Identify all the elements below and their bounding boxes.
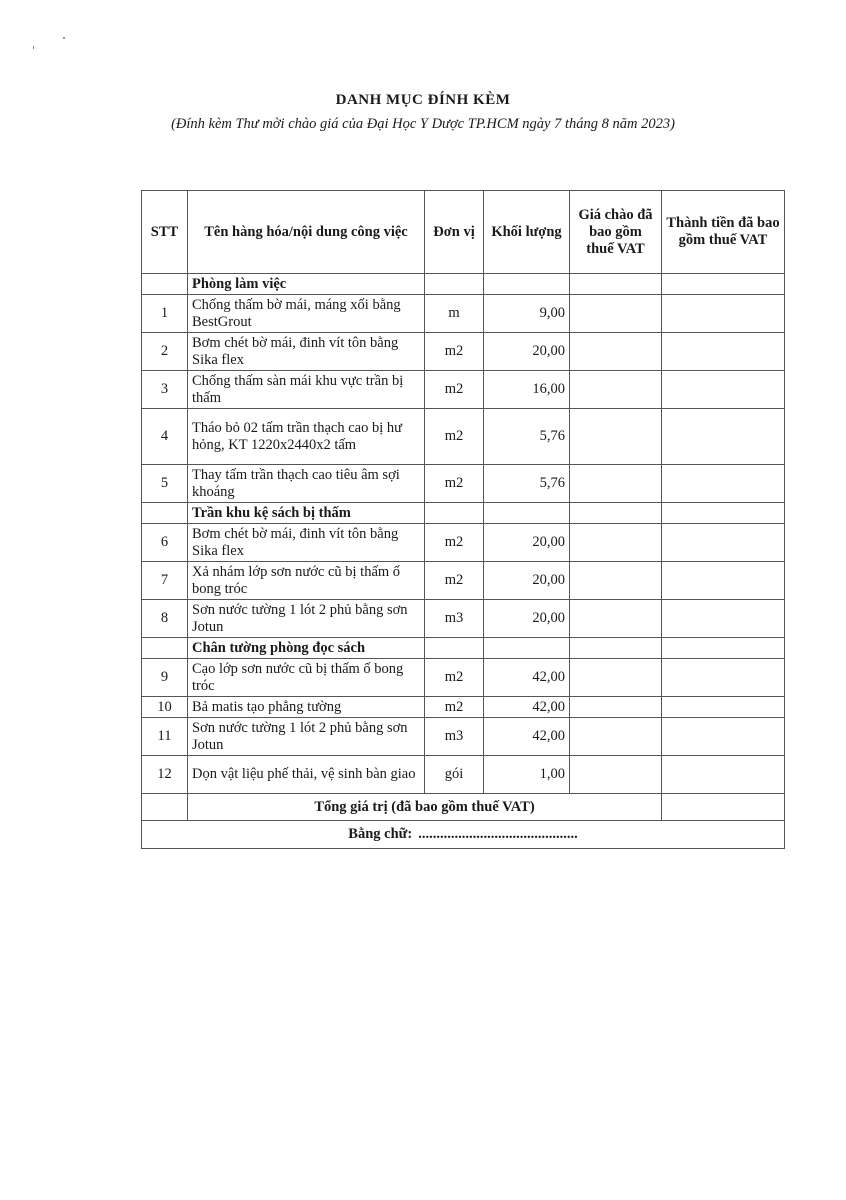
section-row — [142, 638, 785, 659]
row-stt: 6 — [142, 524, 188, 562]
row-unit-price — [570, 524, 662, 562]
row-amount — [662, 409, 785, 465]
table-row — [142, 371, 785, 409]
total-amount — [662, 794, 785, 821]
scan-speck — [33, 46, 34, 49]
row-amount — [662, 562, 785, 600]
row-amount — [662, 756, 785, 794]
section-title: Phòng làm việc — [188, 274, 425, 295]
row-unit-price — [570, 600, 662, 638]
items-table — [141, 190, 785, 849]
row-stt: 10 — [142, 697, 188, 718]
row-description: Thay tấm trần thạch cao tiêu âm sợi khoáng — [188, 465, 425, 503]
in-words-blank: ............................................ — [418, 826, 578, 842]
section-row — [142, 503, 785, 524]
table-row — [142, 562, 785, 600]
table-row — [142, 697, 785, 718]
row-unit-price — [570, 756, 662, 794]
column-header-quantity: Khối lượng — [484, 191, 570, 274]
table-row — [142, 295, 785, 333]
section-row — [142, 274, 785, 295]
row-unit: m2 — [425, 371, 484, 409]
row-unit-price — [570, 371, 662, 409]
row-quantity: 20,00 — [484, 562, 570, 600]
row-quantity: 5,76 — [484, 465, 570, 503]
total-label: Tổng giá trị (đã bao gồm thuế VAT) — [188, 794, 662, 821]
row-stt: 3 — [142, 371, 188, 409]
row-description: Bơm chét bờ mái, đinh vít tôn bằng Sika flex — [188, 333, 425, 371]
row-quantity: 42,00 — [484, 718, 570, 756]
row-unit: m3 — [425, 600, 484, 638]
row-unit: m2 — [425, 562, 484, 600]
column-header-unit-price: Giá chào đã bao gồm thuế VAT — [570, 191, 662, 274]
table-row — [142, 524, 785, 562]
table-header-row — [142, 191, 785, 274]
row-unit-price — [570, 295, 662, 333]
row-stt: 11 — [142, 718, 188, 756]
row-description: Bả matis tạo phẳng tường — [188, 697, 425, 718]
row-amount — [662, 600, 785, 638]
row-amount — [662, 524, 785, 562]
table-row — [142, 659, 785, 697]
table-row — [142, 409, 785, 465]
row-description: Cạo lớp sơn nước cũ bị thấm ố bong tróc — [188, 659, 425, 697]
table-row — [142, 465, 785, 503]
column-header-amount: Thành tiền đã bao gồm thuế VAT — [662, 191, 785, 274]
row-description: Sơn nước tường 1 lót 2 phủ bằng sơn Jotun — [188, 600, 425, 638]
row-stt: 12 — [142, 756, 188, 794]
row-stt: 9 — [142, 659, 188, 697]
scan-speck — [63, 37, 65, 39]
row-quantity: 20,00 — [484, 333, 570, 371]
table-row — [142, 333, 785, 371]
row-amount — [662, 465, 785, 503]
row-unit-price — [570, 697, 662, 718]
table-row — [142, 600, 785, 638]
row-description: Chống thấm sàn mái khu vực trần bị thấm — [188, 371, 425, 409]
row-stt: 7 — [142, 562, 188, 600]
row-unit-price — [570, 465, 662, 503]
row-quantity: 20,00 — [484, 524, 570, 562]
section-title: Chân tường phòng đọc sách — [188, 638, 425, 659]
row-unit: m2 — [425, 659, 484, 697]
in-words-label: Bằng chữ: — [348, 826, 413, 842]
row-unit: m3 — [425, 718, 484, 756]
row-quantity: 20,00 — [484, 600, 570, 638]
row-amount — [662, 371, 785, 409]
row-description: Tháo bỏ 02 tấm trần thạch cao bị hư hỏng, KT 1220x2440x2 tấm — [188, 409, 425, 465]
row-quantity: 9,00 — [484, 295, 570, 333]
row-unit: gói — [425, 756, 484, 794]
row-description: Xả nhám lớp sơn nước cũ bị thấm ố bong tróc — [188, 562, 425, 600]
row-stt: 4 — [142, 409, 188, 465]
row-amount — [662, 718, 785, 756]
row-stt: 2 — [142, 333, 188, 371]
row-amount — [662, 659, 785, 697]
row-description: Chống thấm bờ mái, máng xối bằng BestGrout — [188, 295, 425, 333]
row-unit-price — [570, 659, 662, 697]
row-unit-price — [570, 562, 662, 600]
row-description: Sơn nước tường 1 lót 2 phủ bằng sơn Jotun — [188, 718, 425, 756]
row-unit: m2 — [425, 409, 484, 465]
row-amount — [662, 697, 785, 718]
column-header-unit: Đơn vị — [425, 191, 484, 274]
column-header-description: Tên hàng hóa/nội dung công việc — [188, 191, 425, 274]
row-stt: 5 — [142, 465, 188, 503]
row-unit: m2 — [425, 333, 484, 371]
row-quantity: 16,00 — [484, 371, 570, 409]
row-description: Dọn vật liệu phế thải, vệ sinh bàn giao — [188, 756, 425, 794]
section-title: Trần khu kệ sách bị thấm — [188, 503, 425, 524]
row-quantity: 5,76 — [484, 409, 570, 465]
page-title: DANH MỤC ĐÍNH KÈM — [335, 92, 511, 108]
table-row — [142, 756, 785, 794]
row-unit-price — [570, 409, 662, 465]
in-words-cell — [142, 821, 785, 849]
page-subtitle: (Đính kèm Thư mời chào giá của Đại Học Y Dược TP.HCM ngày 7 tháng 8 năm 2023) — [171, 116, 675, 132]
table-row — [142, 718, 785, 756]
row-quantity: 42,00 — [484, 659, 570, 697]
row-unit: m2 — [425, 524, 484, 562]
row-quantity: 42,00 — [484, 697, 570, 718]
row-amount — [662, 295, 785, 333]
row-description: Bơm chét bờ mái, đinh vít tôn bằng Sika flex — [188, 524, 425, 562]
column-header-stt: STT — [142, 191, 188, 274]
row-unit: m — [425, 295, 484, 333]
row-unit-price — [570, 718, 662, 756]
row-unit-price — [570, 333, 662, 371]
row-unit: m2 — [425, 697, 484, 718]
row-stt: 1 — [142, 295, 188, 333]
row-unit: m2 — [425, 465, 484, 503]
row-stt: 8 — [142, 600, 188, 638]
row-amount — [662, 333, 785, 371]
in-words-row — [142, 821, 785, 849]
row-quantity: 1,00 — [484, 756, 570, 794]
total-row — [142, 794, 785, 821]
